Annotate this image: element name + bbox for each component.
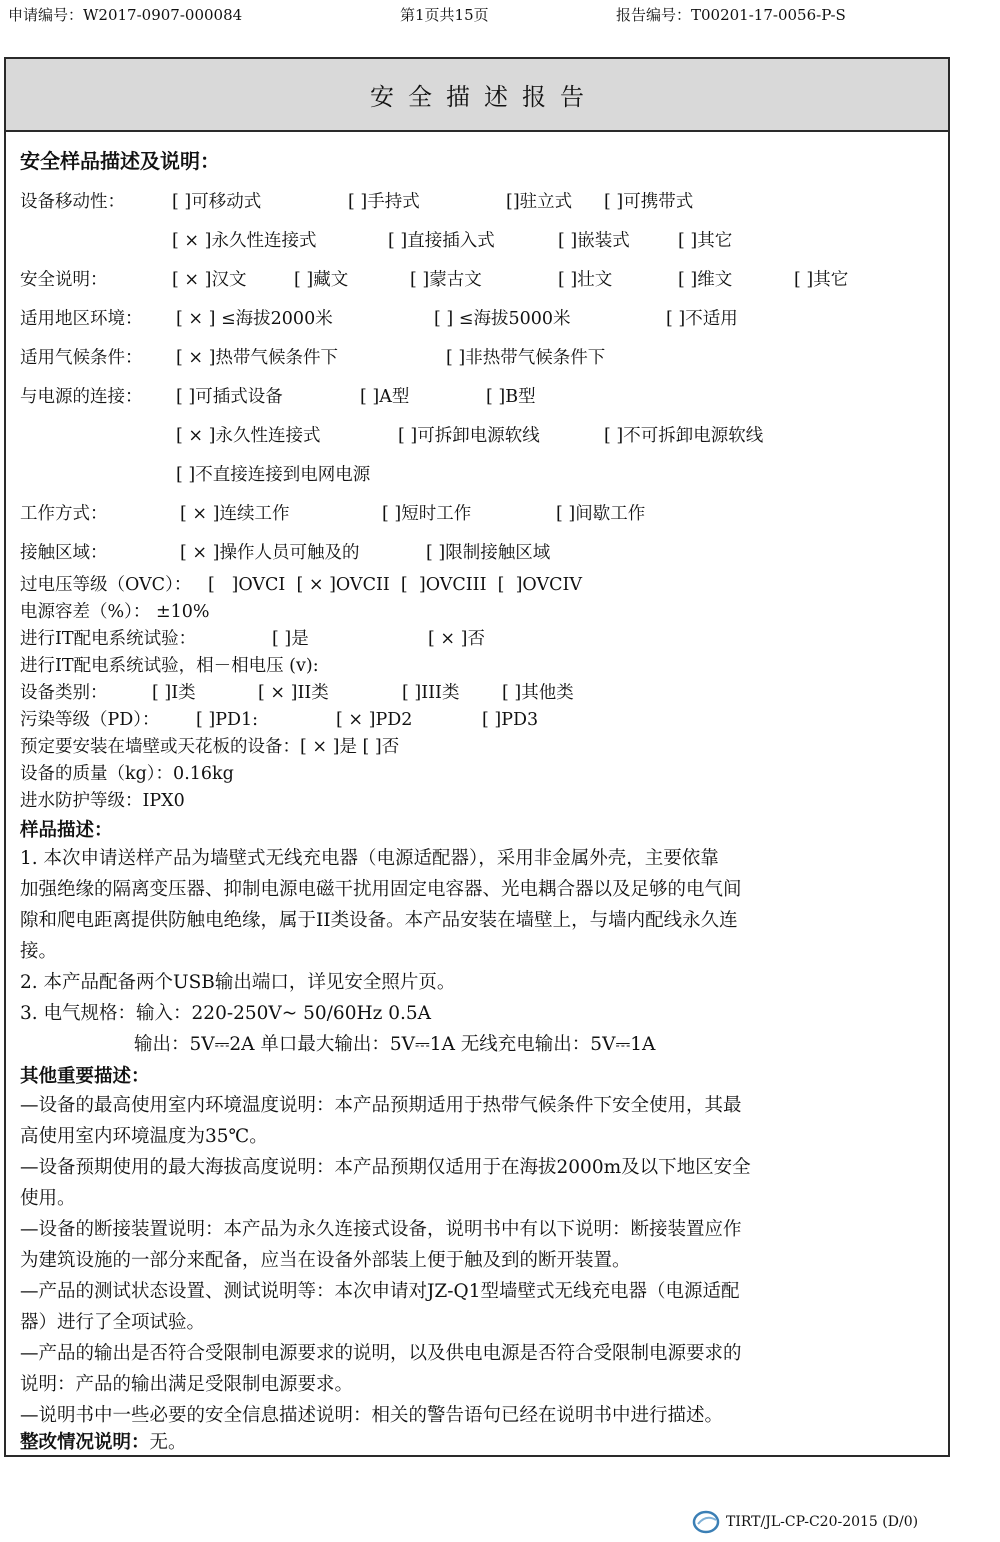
other-line-3: —设备预期使用的最大海拔高度说明：本产品预期仅适用于在海拔2000m及以下地区安全	[20, 1157, 751, 1178]
sample-line-1: 1. 本次申请送样产品为墙壁式无线充电器（电源适配器），采用非金属外壳，主要依靠	[20, 848, 719, 869]
option-embedded: [ ]嵌装式	[558, 231, 630, 251]
institute-logo-icon	[692, 1510, 720, 1534]
label-climate: 适用气候条件：	[20, 348, 143, 368]
option-it-no: [ × ]否	[428, 629, 485, 649]
label-mobility: 设备移动性：	[20, 192, 125, 212]
other-line-10: 说明：产品的输出满足受限制电源要求。	[20, 1374, 354, 1395]
page-title: 安全描述报告	[370, 83, 598, 111]
option-pluggable: [ ]可插式设备	[176, 387, 283, 407]
footer	[692, 1510, 918, 1534]
option-non-tropical: [ ]非热带气候条件下	[446, 348, 606, 368]
option-pd3: [ ]PD3	[482, 710, 539, 730]
other-line-5: —设备的断接装置说明：本产品为永久连接式设备，说明书中有以下说明：断接装置应作	[20, 1219, 742, 1240]
option-tropical: [ × ]热带气候条件下	[176, 348, 338, 368]
option-zhuang: [ ]壮文	[558, 270, 613, 290]
sample-line-6: 3. 电气规格：输入：220-250V~ 50/60Hz 0.5A	[20, 1003, 432, 1024]
sample-line-5: 2. 本产品配备两个USB输出端口，详见安全照片页。	[20, 972, 456, 993]
line-wall-mount: 预定要安装在墙壁或天花板的设备：[ × ]是 [ ]否	[20, 737, 400, 757]
option-type-a: [ ]A型	[360, 387, 410, 407]
label-safety-language: 安全说明：	[20, 270, 108, 290]
sample-line-3: 隙和爬电距离提供防触电绝缘，属于II类设备。本产品安装在墙壁上，与墙内配线永久连	[20, 910, 738, 931]
option-detachable-cord: [ ]可拆卸电源软线	[398, 426, 540, 446]
label-it-test: 进行IT配电系统试验：	[20, 629, 197, 649]
label-work-mode: 工作方式：	[20, 504, 108, 524]
option-alt-5000: [ ] ≤海拔5000米	[434, 309, 571, 329]
option-tibetan: [ ]藏文	[294, 270, 349, 290]
option-portable: [ ]可携带式	[604, 192, 694, 212]
other-line-6: 为建筑设施的一部分来配备，应当在设备外部装上便于触及到的断开装置。	[20, 1250, 631, 1271]
other-line-7: —产品的测试状态设置、测试说明等：本次申请对JZ-Q1型墙壁式无线充电器（电源适配	[20, 1281, 740, 1302]
option-chinese: [ × ]汉文	[172, 270, 247, 290]
option-it-yes: [ ]是	[272, 629, 309, 649]
line-ip-rating: 进水防护等级：IPX0	[20, 791, 185, 811]
form-code: TIRT/JL-CP-C20-2015 (D/0)	[726, 1514, 919, 1530]
option-restricted-access: [ ]限制接触区域	[426, 543, 551, 563]
label-altitude: 适用地区环境：	[20, 309, 143, 329]
option-direct-plug: [ ]直接插入式	[388, 231, 495, 251]
option-other: [ ]其它	[678, 231, 733, 251]
option-pd2: [ × ]PD2	[336, 710, 413, 730]
label-equipment-class: 设备类别：	[20, 683, 108, 703]
option-handheld: [ ]手持式	[348, 192, 420, 212]
title-bar	[6, 59, 948, 132]
line-mass: 设备的质量（kg）：0.16kg	[20, 764, 234, 784]
option-continuous: [ × ]连续工作	[180, 504, 290, 524]
section-other: 其他重要描述：	[20, 1066, 150, 1087]
option-permanent: [ × ]永久性连接式	[172, 231, 317, 251]
report-frame	[4, 57, 950, 1457]
label-power-connection: 与电源的连接：	[20, 387, 143, 407]
section-sample-description: 安全样品描述及说明：	[20, 149, 220, 173]
other-line-4: 使用。	[20, 1188, 76, 1209]
option-pd1: [ ]PD1:	[196, 710, 259, 730]
line-tolerance: 电源容差（%）： ±10%	[20, 602, 210, 622]
sample-line-7: 输出：5V⎓2A 单口最大输出：5V⎓1A 无线充电输出：5V⎓1A	[134, 1034, 656, 1055]
application-number: 申请编号：W2017-0907-000084	[8, 6, 243, 24]
option-intermittent: [ ]间歇工作	[556, 504, 646, 524]
option-permanent-conn: [ × ]永久性连接式	[176, 426, 321, 446]
other-line-9: —产品的输出是否符合受限制电源要求的说明，以及供电电源是否符合受限制电源要求的	[20, 1343, 742, 1364]
option-class-2: [ × ]II类	[258, 683, 329, 703]
label-pollution-degree: 污染等级（PD）：	[20, 710, 160, 730]
other-line-11: —说明书中一些必要的安全信息描述说明：相关的警告语句已经在说明书中进行描述。	[20, 1405, 724, 1426]
rectification-value: 无。	[149, 1432, 187, 1453]
rectification-label: 整改情况说明：	[20, 1432, 150, 1453]
line-it-voltage: 进行IT配电系统试验，相－相电压 (v):	[20, 656, 319, 676]
option-alt-na: [ ]不适用	[666, 309, 738, 329]
option-not-direct-mains: [ ]不直接连接到电网电源	[176, 465, 371, 485]
option-stationary: []驻立式	[506, 192, 573, 212]
option-non-detachable-cord: [ ]不可拆卸电源软线	[604, 426, 764, 446]
report-number: 报告编号：T00201-17-0056-P-S	[616, 6, 846, 24]
option-uyghur: [ ]维文	[678, 270, 733, 290]
option-operator-access: [ × ]操作人员可触及的	[180, 543, 360, 563]
label-contact-area: 接触区域：	[20, 543, 108, 563]
option-class-other: [ ]其他类	[502, 683, 574, 703]
option-mongolian: [ ]蒙古文	[410, 270, 482, 290]
other-line-1: —设备的最高使用室内环境温度说明：本产品预期适用于热带气候条件下安全使用，其最	[20, 1095, 742, 1116]
page-number: 第1页共15页	[400, 6, 489, 24]
option-short-time: [ ]短时工作	[382, 504, 472, 524]
rectification-line	[20, 1431, 187, 1455]
option-type-b: [ ]B型	[486, 387, 536, 407]
sample-line-2: 加强绝缘的隔离变压器、抑制电源电磁干扰用固定电容器、光电耦合器以及足够的电气间	[20, 879, 742, 900]
option-lang-other: [ ]其它	[794, 270, 849, 290]
option-alt-2000: [ × ] ≤海拔2000米	[176, 309, 333, 329]
sample-line-4: 接。	[20, 941, 58, 962]
option-class-1: [ ]I类	[152, 683, 196, 703]
option-class-3: [ ]III类	[402, 683, 460, 703]
other-line-2: 高使用室内环境温度为35℃。	[20, 1126, 268, 1147]
section-sample: 样品描述：	[20, 820, 113, 841]
line-ovc: 过电压等级（OVC）： [ ]OVCI [ × ]OVCII [ ]OVCIII [ ]OVCIV	[20, 575, 583, 595]
other-line-8: 器）进行了全项试验。	[20, 1312, 206, 1333]
option-movable: [ ]可移动式	[172, 192, 262, 212]
